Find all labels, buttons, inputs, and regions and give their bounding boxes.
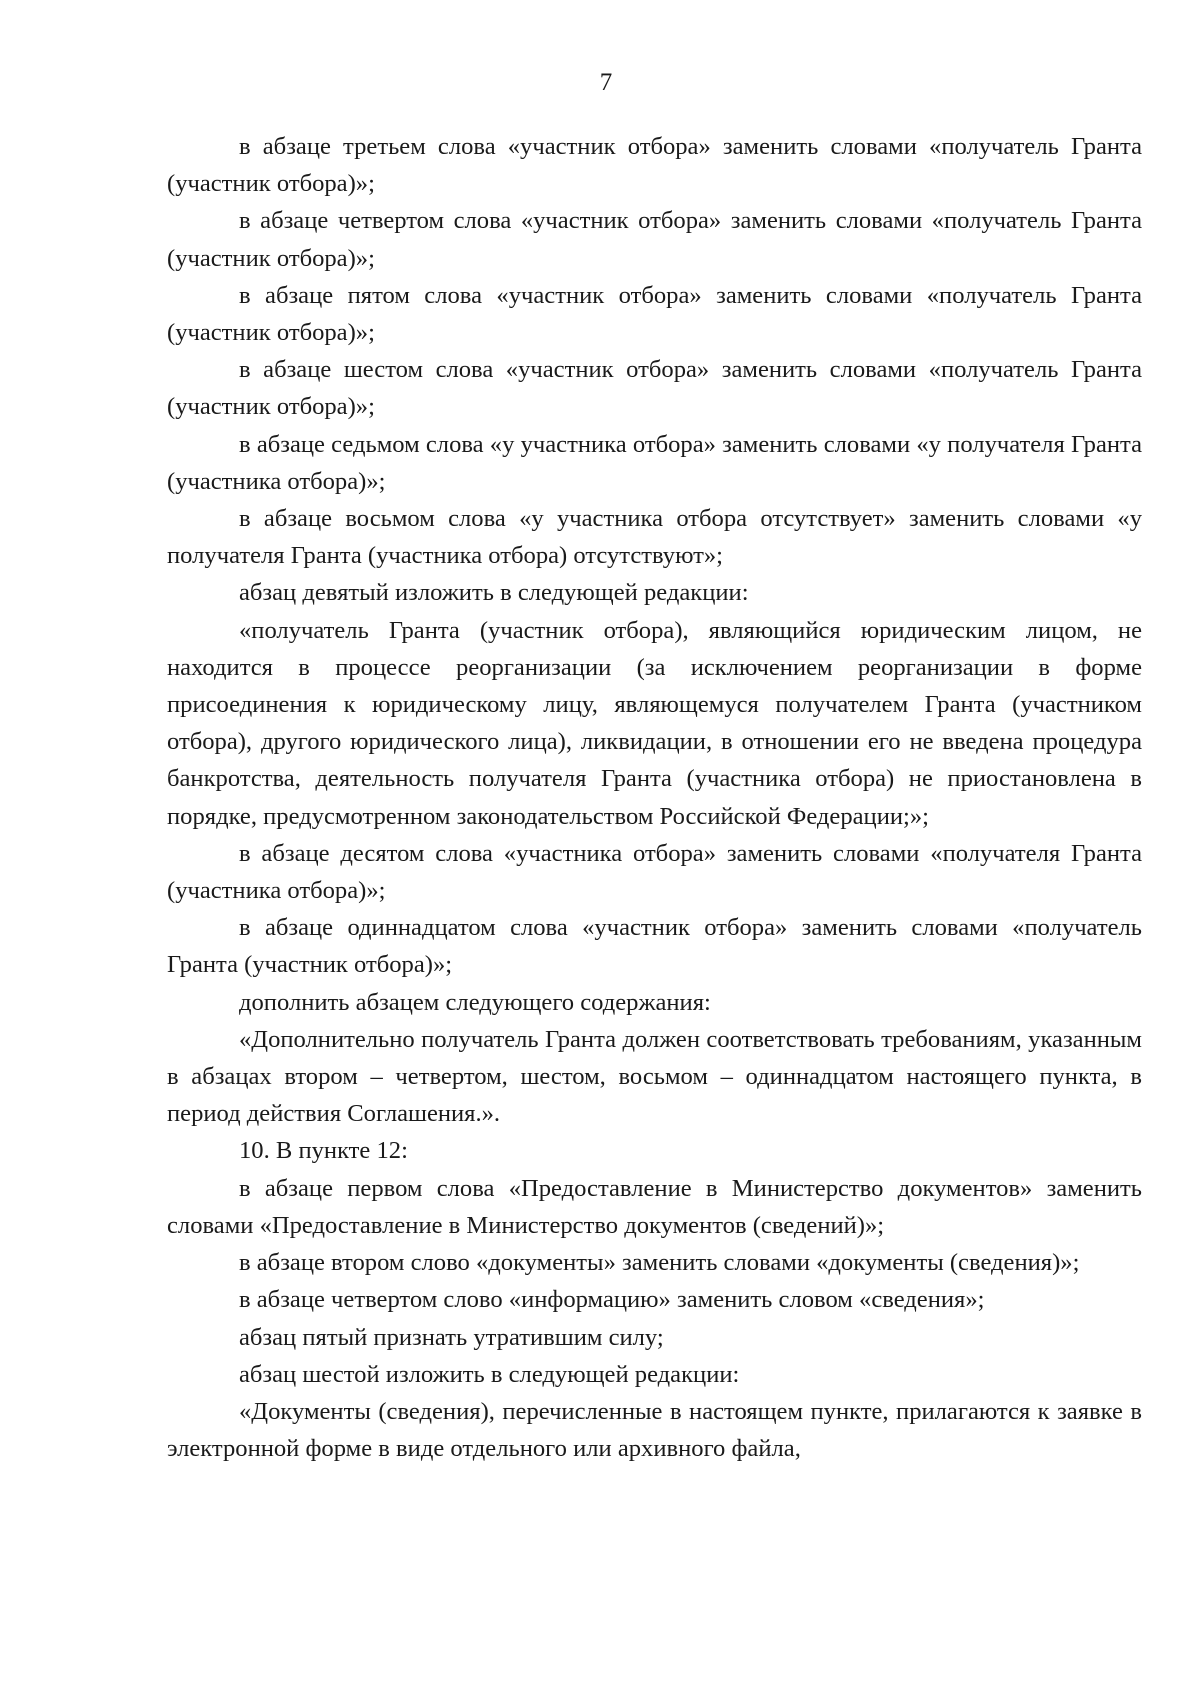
paragraph: «Дополнительно получатель Гранта должен соответствовать требованиям, указанным в абзацах втором – четвертом, шестом, восьмом – одиннадцатом настоящего пункта, в период действия Соглашения.». [167,1025,1142,1128]
paragraph: абзац пятый признать утратившим силу; [239,1323,664,1351]
paragraph: дополнить абзацем следующего содержания: [239,988,711,1016]
paragraph: «получатель Гранта (участник отбора), являющийся юридическим лицом, не находится в процессе реорганизации (за исключением реорганизации в форме присоединения к юридическому лицу, являющемуся получателем Гранта (участником отбора), другого юридического лица), ликвидации, в отношении его не введена процедура банкротства, деятельность получателя Гранта (участника отбора) не приостановлена в порядке, предусмотренном законодательством Российской Федерации;»; [167,616,1142,830]
paragraph: в абзаце одиннадцатом слова «участник отбора» заменить словами «получатель Гранта (участник отбора)»; [167,914,1142,979]
document-body [167,128,1142,1467]
paragraph: в абзаце втором слово «документы» заменить словами «документы (сведения)»; [239,1249,1080,1277]
paragraph: в абзаце третьем слова «участник отбора» заменить словами «получатель Гранта (участник отбора)»; [167,133,1142,198]
page-number: 7 [599,69,613,96]
paragraph: 10. В пункте 12: [239,1137,408,1165]
paragraph: «Документы (сведения), перечисленные в настоящем пункте, прилагаются к заявке в электронной форме в виде отдельного или архивного файла, [167,1397,1142,1463]
paragraph: в абзаце первом слова «Предоставление в Министерство документов» заменить словами «Предоставление в Министерство документов (сведений)»; [167,1174,1142,1239]
paragraph: абзац девятый изложить в следующей редакции: [239,579,749,607]
paragraph: в абзаце седьмом слова «у участника отбора» заменить словами «у получателя Гранта (участника отбора)»; [167,430,1142,495]
paragraph: в абзаце шестом слова «участник отбора» заменить словами «получатель Гранта (участник отбора)»; [167,356,1142,421]
paragraph: в абзаце пятом слова «участник отбора» заменить словами «получатель Гранта (участник отбора)»; [167,281,1142,347]
paragraph: в абзаце восьмом слова «у участника отбора отсутствует» заменить словами «у получателя Гранта (участника отбора) отсутствуют»; [167,505,1142,570]
paragraph: в абзаце четвертом слова «участник отбора» заменить словами «получатель Гранта (участник отбора)»; [167,207,1142,272]
paragraph: абзац шестой изложить в следующей редакции: [239,1360,740,1388]
paragraph: в абзаце четвертом слово «информацию» заменить словом «сведения»; [239,1286,985,1314]
paragraph: в абзаце десятом слова «участника отбора» заменить словами «получателя Гранта (участника отбора)»; [167,839,1142,905]
